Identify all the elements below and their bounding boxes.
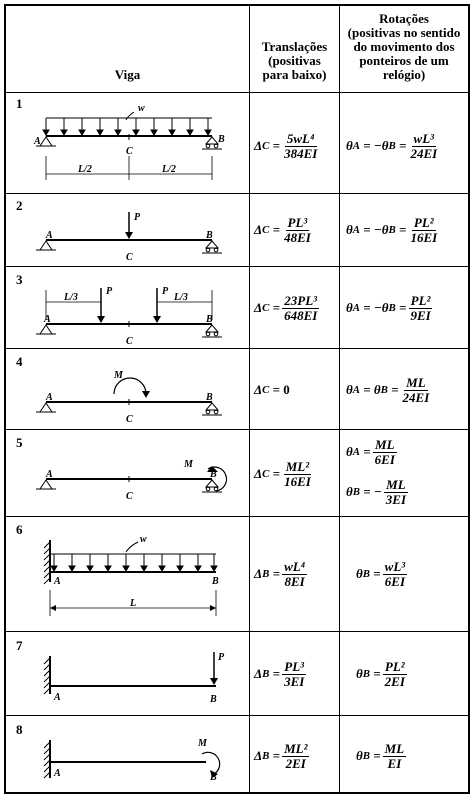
column-divider xyxy=(339,6,340,792)
support-a-label: A xyxy=(46,392,53,403)
dim-label: L/2 xyxy=(162,164,176,175)
rotation-5a: θ A = ML 6EI xyxy=(346,436,395,467)
row-divider xyxy=(6,348,468,349)
point-c-label: C xyxy=(126,252,133,263)
end-b-label: B xyxy=(210,772,217,783)
load-label: P xyxy=(218,652,225,663)
load-label: P xyxy=(162,286,169,297)
header-viga: Viga xyxy=(114,67,141,82)
support-a-label: A xyxy=(34,136,41,147)
point-c-label: C xyxy=(126,414,133,425)
support-a-label: A xyxy=(44,314,51,325)
beam-diagram-8 xyxy=(16,728,244,792)
rotation-5b: θ B = − ML 3EI xyxy=(346,476,407,507)
load-label: M xyxy=(184,459,193,470)
row-divider xyxy=(6,631,468,632)
translation-4: Δ C = 0 xyxy=(254,382,290,397)
header-rotacoes: Rotações (positivas no sentido do movimento dos ponteiros de um relógio) xyxy=(347,11,461,82)
support-a-label: A xyxy=(46,230,53,241)
dim-label: L/2 xyxy=(78,164,92,175)
rotation-2: θ A = −θ B = PL² 16EI xyxy=(346,214,438,245)
row-number: 8 xyxy=(16,722,23,737)
beam-diagram-1 xyxy=(16,98,244,190)
translation-3: Δ C = 23PL³ 648EI xyxy=(254,292,318,323)
beam-diagram-6 xyxy=(16,530,244,630)
row-divider xyxy=(6,92,468,93)
translation-1: Δ C = 5wL⁴ 384EI xyxy=(254,130,318,161)
beam-diagram-7 xyxy=(16,646,244,712)
point-c-label: C xyxy=(126,336,133,347)
translation-5: Δ C = ML² 16EI xyxy=(254,458,311,489)
header-translacoes: Translações (positivas para baixo) xyxy=(261,39,328,82)
translation-2: Δ C = PL³ 48EI xyxy=(254,214,311,245)
load-label: P xyxy=(106,286,113,297)
row-number: 7 xyxy=(16,638,23,653)
rotation-4: θ A = θ B = ML 24EI xyxy=(346,374,430,405)
beam-diagram-5 xyxy=(16,439,244,515)
end-b-label: B xyxy=(212,576,219,587)
support-b-label: B xyxy=(218,134,225,145)
end-b-label: B xyxy=(210,694,217,705)
rotation-3: θ A = −θ B = PL² 9EI xyxy=(346,292,431,323)
support-b-label: B xyxy=(206,230,213,241)
beam-diagram-3 xyxy=(16,276,244,348)
row-number: 1 xyxy=(16,96,23,111)
row-divider xyxy=(6,429,468,430)
load-label: P xyxy=(134,212,141,223)
row-number: 6 xyxy=(16,522,23,537)
load-label: M xyxy=(198,738,207,749)
dim-label: L xyxy=(130,598,137,609)
row-divider xyxy=(6,193,468,194)
beam-table xyxy=(4,4,470,794)
row-number: 5 xyxy=(16,435,23,450)
support-a-label: A xyxy=(46,469,53,480)
column-divider xyxy=(249,6,250,792)
load-label: M xyxy=(114,370,123,381)
rotation-6: θ B = wL³ 6EI xyxy=(356,558,406,589)
rotation-1: θ A = −θ B = wL³ 24EI xyxy=(346,130,438,161)
end-a-label: A xyxy=(54,692,61,703)
beam-diagram-4 xyxy=(16,358,244,428)
load-label: w xyxy=(138,103,145,114)
translation-7: Δ B = PL³ 3EI xyxy=(254,658,305,689)
end-a-label: A xyxy=(54,576,61,587)
row-divider xyxy=(6,516,468,517)
row-number: 3 xyxy=(16,272,23,287)
rotation-7: θ B = PL² 2EI xyxy=(356,658,405,689)
row-divider xyxy=(6,715,468,716)
point-c-label: C xyxy=(126,146,133,157)
end-a-label: A xyxy=(54,768,61,779)
support-b-label: B xyxy=(206,314,213,325)
translation-8: Δ B = ML² 2EI xyxy=(254,740,308,771)
dim-label: L/3 xyxy=(174,292,188,303)
rotation-8: θ B = ML EI xyxy=(356,740,405,771)
support-b-label: B xyxy=(210,469,217,480)
row-divider xyxy=(6,266,468,267)
row-number: 2 xyxy=(16,198,23,213)
dim-label: L/3 xyxy=(64,292,78,303)
translation-6: Δ B = wL⁴ 8EI xyxy=(254,558,306,589)
beam-diagram-2 xyxy=(16,202,244,266)
load-label: w xyxy=(140,534,147,545)
point-c-label: C xyxy=(126,491,133,502)
support-b-label: B xyxy=(206,392,213,403)
row-number: 4 xyxy=(16,354,23,369)
